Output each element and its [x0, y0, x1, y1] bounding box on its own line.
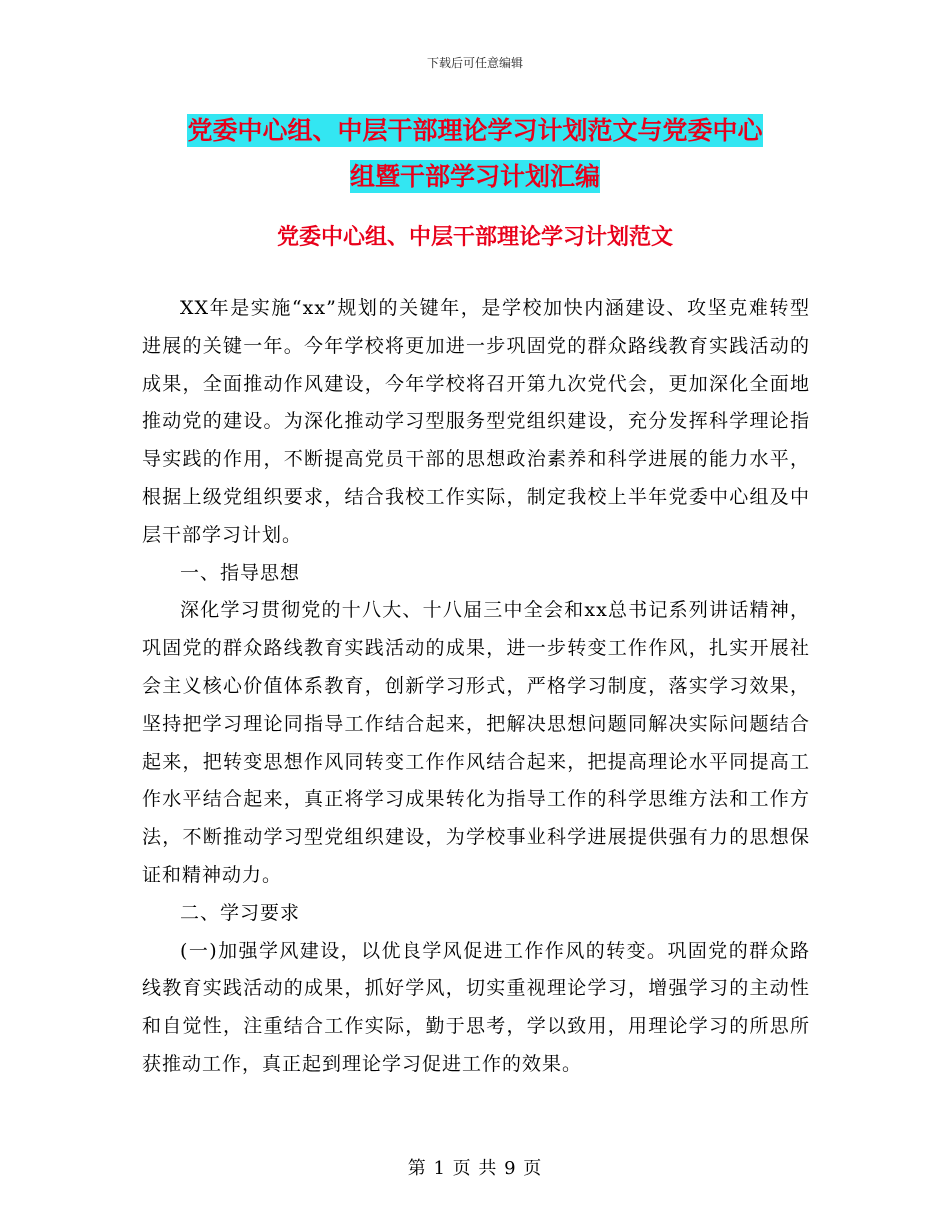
page-number: 第 1 页 共 9 页: [407, 1158, 543, 1179]
section-title: 党委中心组、中层干部理论学习计划范文: [276, 225, 673, 250]
document-title-line-2: 组暨干部学习计划汇编: [349, 162, 600, 191]
document-body: [142, 290, 810, 1084]
paragraph-guiding-thought: 深化学习贯彻党的十八大、十八届三中全会和xx总书记系列讲话精神，巩固党的群众路线教育实践活动的成果，进一步转变工作作风，扎实开展社会主义核心价值体系教育，创新学习形式，严格学习制度，落实学习效果，坚持把学习理论同指导工作结合起来，把解决思想问题同解决实际问题结合起来，把转变思想作风同转变工作作风结合起来，把提高理论水平同提高工作水平结合起来，真正将学习成果转化为指导工作的科学思维方法和工作方法，不断推动学习型党组织建设，为学校事业科学进展提供强有力的思想保证和精神动力。: [142, 599, 810, 886]
header-note: 下载后可任意编辑: [426, 56, 523, 70]
heading-study-requirements: 二、学习要求: [180, 901, 301, 924]
paragraph-study-requirement-1: (一)加强学风建设，以优良学风促进工作作风的转变。巩固党的群众路线教育实践活动的成果，抓好学风，切实重视理论学习，增强学习的主动性和自觉性，注重结合工作实际，勤于思考，学以致用，用理论学习的所思所获推动工作，真正起到理论学习促进工作的效果。: [142, 939, 810, 1075]
paragraph-intro: XX年是实施“xx”规划的关键年，是学校加快内涵建设、攻坚克难转型进展的关键一年。今年学校将更加进一步巩固党的群众路线教育实践活动的成果，全面推动作风建设，今年学校将召开第九次党代会，更加深化全面地推动党的建设。为深化推动学习型服务型党组织建设，充分发挥科学理论指导实践的作用，不断提高党员干部的思想政治素养和科学进展的能力水平，根据上级党组织要求，结合我校工作实际，制定我校上半年党委中心组及中层干部学习计划。: [142, 297, 810, 546]
document-title-line-1: 党委中心组、中层干部理论学习计划范文与党委中心: [187, 116, 763, 145]
heading-guiding-thought: 一、指导思想: [180, 561, 301, 584]
document-title: [140, 108, 810, 200]
